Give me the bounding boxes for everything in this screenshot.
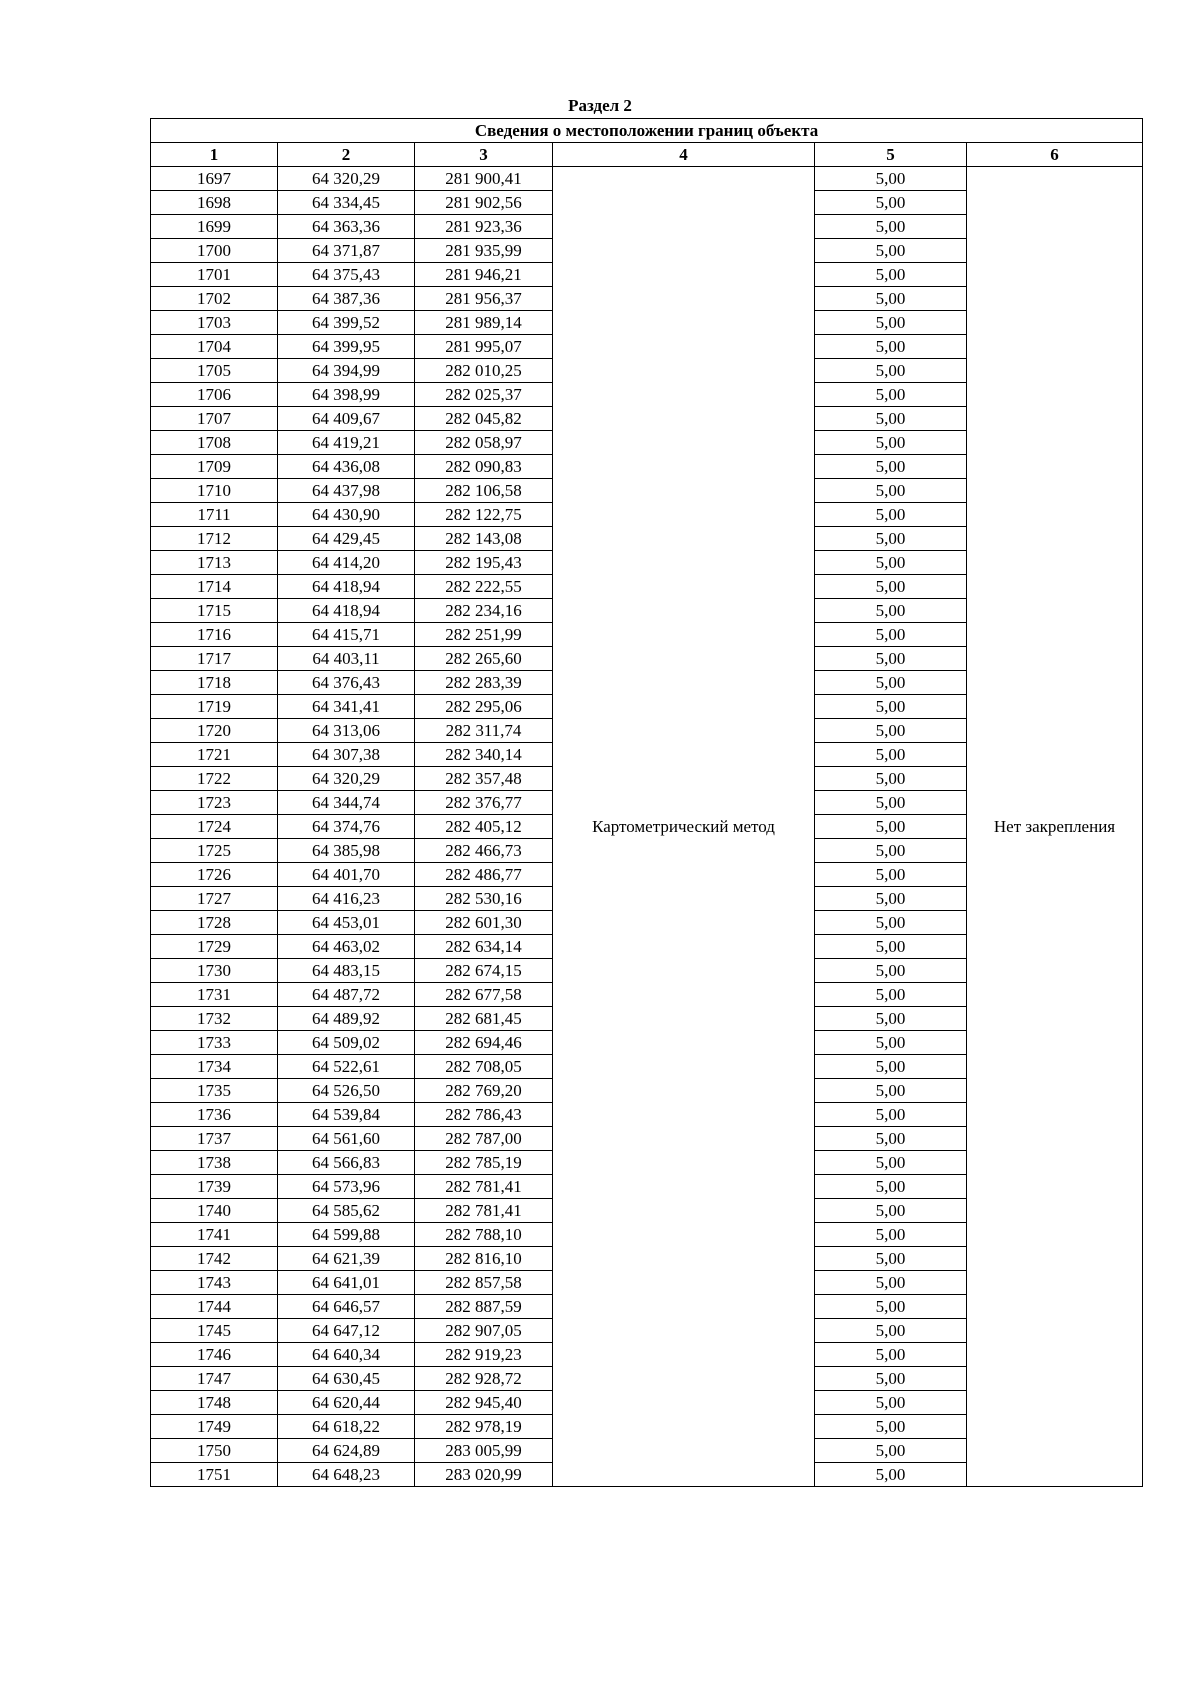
coordinate-y-cell: 282 143,08 — [415, 527, 553, 551]
coordinate-y-cell: 282 816,10 — [415, 1247, 553, 1271]
accuracy-cell: 5,00 — [815, 455, 967, 479]
point-number-cell: 1716 — [151, 623, 278, 647]
coordinate-y-cell: 282 677,58 — [415, 983, 553, 1007]
coordinate-y-cell: 282 010,25 — [415, 359, 553, 383]
point-number-cell: 1720 — [151, 719, 278, 743]
coordinate-y-cell: 281 900,41 — [415, 167, 553, 191]
point-number-cell: 1749 — [151, 1415, 278, 1439]
coordinate-y-cell: 282 887,59 — [415, 1295, 553, 1319]
accuracy-cell: 5,00 — [815, 1343, 967, 1367]
accuracy-cell: 5,00 — [815, 479, 967, 503]
point-number-cell: 1725 — [151, 839, 278, 863]
coordinate-y-cell: 282 311,74 — [415, 719, 553, 743]
column-header-1: 1 — [151, 143, 278, 167]
coordinate-y-cell: 282 283,39 — [415, 671, 553, 695]
point-number-cell: 1729 — [151, 935, 278, 959]
point-number-cell: 1702 — [151, 287, 278, 311]
accuracy-cell: 5,00 — [815, 791, 967, 815]
section-title: Раздел 2 — [568, 96, 632, 115]
point-number-cell: 1710 — [151, 479, 278, 503]
point-number-cell: 1701 — [151, 263, 278, 287]
accuracy-cell: 5,00 — [815, 1031, 967, 1055]
coordinate-y-cell: 282 785,19 — [415, 1151, 553, 1175]
coordinate-y-cell: 282 405,12 — [415, 815, 553, 839]
coordinate-y-cell: 281 989,14 — [415, 311, 553, 335]
coordinate-x-cell: 64 573,96 — [278, 1175, 415, 1199]
point-number-cell: 1712 — [151, 527, 278, 551]
coordinate-y-cell: 282 787,00 — [415, 1127, 553, 1151]
coordinate-x-cell: 64 624,89 — [278, 1439, 415, 1463]
accuracy-cell: 5,00 — [815, 935, 967, 959]
accuracy-cell: 5,00 — [815, 191, 967, 215]
column-header-4: 4 — [553, 143, 815, 167]
point-number-cell: 1717 — [151, 647, 278, 671]
accuracy-cell: 5,00 — [815, 551, 967, 575]
coordinate-y-cell: 282 681,45 — [415, 1007, 553, 1031]
coordinate-y-cell: 281 902,56 — [415, 191, 553, 215]
coordinate-y-cell: 282 634,14 — [415, 935, 553, 959]
point-number-cell: 1738 — [151, 1151, 278, 1175]
accuracy-cell: 5,00 — [815, 887, 967, 911]
coordinate-x-cell: 64 341,41 — [278, 695, 415, 719]
point-number-cell: 1750 — [151, 1439, 278, 1463]
coordinate-y-cell: 281 995,07 — [415, 335, 553, 359]
point-number-cell: 1700 — [151, 239, 278, 263]
point-number-cell: 1728 — [151, 911, 278, 935]
coordinate-y-cell: 282 788,10 — [415, 1223, 553, 1247]
accuracy-cell: 5,00 — [815, 575, 967, 599]
coordinate-y-cell: 283 020,99 — [415, 1463, 553, 1487]
accuracy-cell: 5,00 — [815, 1151, 967, 1175]
point-number-cell: 1736 — [151, 1103, 278, 1127]
coordinate-x-cell: 64 418,94 — [278, 599, 415, 623]
table-title-row — [151, 119, 1143, 143]
point-number-cell: 1727 — [151, 887, 278, 911]
accuracy-cell: 5,00 — [815, 743, 967, 767]
point-number-cell: 1698 — [151, 191, 278, 215]
coordinate-y-cell: 282 122,75 — [415, 503, 553, 527]
coordinate-x-cell: 64 399,95 — [278, 335, 415, 359]
coordinate-y-cell: 282 781,41 — [415, 1199, 553, 1223]
column-header-5: 5 — [815, 143, 967, 167]
point-number-cell: 1719 — [151, 695, 278, 719]
point-number-cell: 1731 — [151, 983, 278, 1007]
point-number-cell: 1726 — [151, 863, 278, 887]
coordinate-x-cell: 64 401,70 — [278, 863, 415, 887]
coordinate-y-cell: 282 928,72 — [415, 1367, 553, 1391]
accuracy-cell: 5,00 — [815, 959, 967, 983]
coordinate-x-cell: 64 436,08 — [278, 455, 415, 479]
coordinate-x-cell: 64 522,61 — [278, 1055, 415, 1079]
coordinate-x-cell: 64 483,15 — [278, 959, 415, 983]
point-number-cell: 1743 — [151, 1271, 278, 1295]
coordinate-x-cell: 64 621,39 — [278, 1247, 415, 1271]
accuracy-cell: 5,00 — [815, 1199, 967, 1223]
coordinate-x-cell: 64 415,71 — [278, 623, 415, 647]
accuracy-cell: 5,00 — [815, 167, 967, 191]
accuracy-cell: 5,00 — [815, 335, 967, 359]
point-number-cell: 1708 — [151, 431, 278, 455]
coordinate-y-cell: 282 466,73 — [415, 839, 553, 863]
table-row — [151, 167, 1143, 191]
point-number-cell: 1699 — [151, 215, 278, 239]
coordinate-x-cell: 64 526,50 — [278, 1079, 415, 1103]
accuracy-cell: 5,00 — [815, 1319, 967, 1343]
point-number-cell: 1737 — [151, 1127, 278, 1151]
coordinate-y-cell: 282 222,55 — [415, 575, 553, 599]
coordinate-x-cell: 64 313,06 — [278, 719, 415, 743]
coordinate-y-cell: 282 694,46 — [415, 1031, 553, 1055]
coordinate-x-cell: 64 419,21 — [278, 431, 415, 455]
accuracy-cell: 5,00 — [815, 359, 967, 383]
point-number-cell: 1711 — [151, 503, 278, 527]
accuracy-cell: 5,00 — [815, 863, 967, 887]
accuracy-cell: 5,00 — [815, 383, 967, 407]
accuracy-cell: 5,00 — [815, 527, 967, 551]
point-number-cell: 1718 — [151, 671, 278, 695]
accuracy-cell: 5,00 — [815, 911, 967, 935]
coordinate-y-cell: 282 376,77 — [415, 791, 553, 815]
point-number-cell: 1703 — [151, 311, 278, 335]
accuracy-cell: 5,00 — [815, 503, 967, 527]
accuracy-cell: 5,00 — [815, 239, 967, 263]
coordinate-x-cell: 64 344,74 — [278, 791, 415, 815]
column-header-row — [151, 143, 1143, 167]
point-number-cell: 1721 — [151, 743, 278, 767]
point-number-cell: 1751 — [151, 1463, 278, 1487]
coordinate-y-cell: 281 946,21 — [415, 263, 553, 287]
coordinate-x-cell: 64 599,88 — [278, 1223, 415, 1247]
accuracy-cell: 5,00 — [815, 1295, 967, 1319]
point-number-cell: 1714 — [151, 575, 278, 599]
accuracy-cell: 5,00 — [815, 263, 967, 287]
coordinate-y-cell: 282 978,19 — [415, 1415, 553, 1439]
coordinate-x-cell: 64 453,01 — [278, 911, 415, 935]
coordinate-x-cell: 64 307,38 — [278, 743, 415, 767]
coordinate-x-cell: 64 561,60 — [278, 1127, 415, 1151]
coordinate-y-cell: 282 340,14 — [415, 743, 553, 767]
coordinate-y-cell: 282 781,41 — [415, 1175, 553, 1199]
coordinate-x-cell: 64 320,29 — [278, 767, 415, 791]
point-number-cell: 1734 — [151, 1055, 278, 1079]
coordinate-x-cell: 64 398,99 — [278, 383, 415, 407]
column-header-3: 3 — [415, 143, 553, 167]
coordinate-x-cell: 64 487,72 — [278, 983, 415, 1007]
point-number-cell: 1740 — [151, 1199, 278, 1223]
accuracy-cell: 5,00 — [815, 983, 967, 1007]
coordinate-y-cell: 282 195,43 — [415, 551, 553, 575]
coordinate-x-cell: 64 334,45 — [278, 191, 415, 215]
coordinate-x-cell: 64 646,57 — [278, 1295, 415, 1319]
coordinate-x-cell: 64 371,87 — [278, 239, 415, 263]
coordinate-x-cell: 64 437,98 — [278, 479, 415, 503]
point-number-cell: 1733 — [151, 1031, 278, 1055]
accuracy-cell: 5,00 — [815, 1247, 967, 1271]
coordinate-y-cell: 282 530,16 — [415, 887, 553, 911]
point-number-cell: 1745 — [151, 1319, 278, 1343]
accuracy-cell: 5,00 — [815, 1391, 967, 1415]
method-cell: Картометрический метод — [553, 167, 815, 1487]
coordinate-y-cell: 282 295,06 — [415, 695, 553, 719]
table-title: Сведения о местоположении границ объекта — [151, 119, 1143, 143]
coordinate-x-cell: 64 585,62 — [278, 1199, 415, 1223]
coordinate-x-cell: 64 363,36 — [278, 215, 415, 239]
coordinate-x-cell: 64 640,34 — [278, 1343, 415, 1367]
coordinate-y-cell: 282 106,58 — [415, 479, 553, 503]
table-body — [151, 167, 1143, 1487]
coordinate-y-cell: 282 708,05 — [415, 1055, 553, 1079]
point-number-cell: 1746 — [151, 1343, 278, 1367]
coordinate-y-cell: 282 857,58 — [415, 1271, 553, 1295]
coordinate-x-cell: 64 630,45 — [278, 1367, 415, 1391]
coordinate-x-cell: 64 418,94 — [278, 575, 415, 599]
fixation-cell: Нет закрепления — [967, 167, 1143, 1487]
coordinate-y-cell: 282 045,82 — [415, 407, 553, 431]
accuracy-cell: 5,00 — [815, 1463, 967, 1487]
coordinate-x-cell: 64 641,01 — [278, 1271, 415, 1295]
point-number-cell: 1732 — [151, 1007, 278, 1031]
coordinate-y-cell: 282 769,20 — [415, 1079, 553, 1103]
accuracy-cell: 5,00 — [815, 407, 967, 431]
column-header-2: 2 — [278, 143, 415, 167]
accuracy-cell: 5,00 — [815, 815, 967, 839]
coordinate-x-cell: 64 648,23 — [278, 1463, 415, 1487]
accuracy-cell: 5,00 — [815, 311, 967, 335]
point-number-cell: 1709 — [151, 455, 278, 479]
point-number-cell: 1724 — [151, 815, 278, 839]
point-number-cell: 1704 — [151, 335, 278, 359]
point-number-cell: 1705 — [151, 359, 278, 383]
coordinate-x-cell: 64 430,90 — [278, 503, 415, 527]
coordinate-x-cell: 64 374,76 — [278, 815, 415, 839]
coordinate-y-cell: 282 090,83 — [415, 455, 553, 479]
coordinate-x-cell: 64 403,11 — [278, 647, 415, 671]
accuracy-cell: 5,00 — [815, 1415, 967, 1439]
coordinate-x-cell: 64 399,52 — [278, 311, 415, 335]
coordinate-x-cell: 64 566,83 — [278, 1151, 415, 1175]
coordinate-y-cell: 282 234,16 — [415, 599, 553, 623]
accuracy-cell: 5,00 — [815, 671, 967, 695]
coordinate-y-cell: 282 786,43 — [415, 1103, 553, 1127]
point-number-cell: 1697 — [151, 167, 278, 191]
coordinate-x-cell: 64 463,02 — [278, 935, 415, 959]
coordinate-x-cell: 64 394,99 — [278, 359, 415, 383]
coordinate-y-cell: 282 601,30 — [415, 911, 553, 935]
coordinate-y-cell: 283 005,99 — [415, 1439, 553, 1463]
coordinate-y-cell: 281 935,99 — [415, 239, 553, 263]
point-number-cell: 1715 — [151, 599, 278, 623]
coordinate-y-cell: 282 919,23 — [415, 1343, 553, 1367]
point-number-cell: 1706 — [151, 383, 278, 407]
accuracy-cell: 5,00 — [815, 647, 967, 671]
accuracy-cell: 5,00 — [815, 599, 967, 623]
coordinate-x-cell: 64 618,22 — [278, 1415, 415, 1439]
accuracy-cell: 5,00 — [815, 1175, 967, 1199]
coordinate-x-cell: 64 509,02 — [278, 1031, 415, 1055]
coordinate-x-cell: 64 375,43 — [278, 263, 415, 287]
point-number-cell: 1744 — [151, 1295, 278, 1319]
coordinate-x-cell: 64 429,45 — [278, 527, 415, 551]
coordinate-x-cell: 64 539,84 — [278, 1103, 415, 1127]
accuracy-cell: 5,00 — [815, 719, 967, 743]
accuracy-cell: 5,00 — [815, 839, 967, 863]
coordinate-x-cell: 64 387,36 — [278, 287, 415, 311]
accuracy-cell: 5,00 — [815, 1103, 967, 1127]
accuracy-cell: 5,00 — [815, 767, 967, 791]
accuracy-cell: 5,00 — [815, 1439, 967, 1463]
coordinate-y-cell: 282 265,60 — [415, 647, 553, 671]
point-number-cell: 1730 — [151, 959, 278, 983]
accuracy-cell: 5,00 — [815, 695, 967, 719]
accuracy-cell: 5,00 — [815, 1055, 967, 1079]
accuracy-cell: 5,00 — [815, 1271, 967, 1295]
coordinate-x-cell: 64 647,12 — [278, 1319, 415, 1343]
accuracy-cell: 5,00 — [815, 287, 967, 311]
coordinate-y-cell: 282 945,40 — [415, 1391, 553, 1415]
coordinate-x-cell: 64 385,98 — [278, 839, 415, 863]
accuracy-cell: 5,00 — [815, 431, 967, 455]
column-header-6: 6 — [967, 143, 1143, 167]
coordinate-y-cell: 282 058,97 — [415, 431, 553, 455]
point-number-cell: 1707 — [151, 407, 278, 431]
point-number-cell: 1739 — [151, 1175, 278, 1199]
point-number-cell: 1723 — [151, 791, 278, 815]
coordinate-x-cell: 64 376,43 — [278, 671, 415, 695]
point-number-cell: 1735 — [151, 1079, 278, 1103]
point-number-cell: 1747 — [151, 1367, 278, 1391]
accuracy-cell: 5,00 — [815, 1079, 967, 1103]
point-number-cell: 1741 — [151, 1223, 278, 1247]
coordinate-x-cell: 64 414,20 — [278, 551, 415, 575]
coordinate-y-cell: 282 357,48 — [415, 767, 553, 791]
coordinate-y-cell: 282 025,37 — [415, 383, 553, 407]
coordinate-y-cell: 282 251,99 — [415, 623, 553, 647]
point-number-cell: 1713 — [151, 551, 278, 575]
accuracy-cell: 5,00 — [815, 1367, 967, 1391]
point-number-cell: 1742 — [151, 1247, 278, 1271]
coordinate-x-cell: 64 620,44 — [278, 1391, 415, 1415]
point-number-cell: 1748 — [151, 1391, 278, 1415]
accuracy-cell: 5,00 — [815, 1007, 967, 1031]
coordinate-y-cell: 281 956,37 — [415, 287, 553, 311]
accuracy-cell: 5,00 — [815, 1127, 967, 1151]
accuracy-cell: 5,00 — [815, 215, 967, 239]
accuracy-cell: 5,00 — [815, 1223, 967, 1247]
coordinate-y-cell: 282 486,77 — [415, 863, 553, 887]
coordinate-x-cell: 64 409,67 — [278, 407, 415, 431]
accuracy-cell: 5,00 — [815, 623, 967, 647]
coordinate-y-cell: 282 674,15 — [415, 959, 553, 983]
coordinate-x-cell: 64 416,23 — [278, 887, 415, 911]
coordinate-y-cell: 281 923,36 — [415, 215, 553, 239]
point-number-cell: 1722 — [151, 767, 278, 791]
coordinate-y-cell: 282 907,05 — [415, 1319, 553, 1343]
boundary-coordinates-table — [150, 118, 1143, 1487]
coordinate-x-cell: 64 320,29 — [278, 167, 415, 191]
coordinate-x-cell: 64 489,92 — [278, 1007, 415, 1031]
